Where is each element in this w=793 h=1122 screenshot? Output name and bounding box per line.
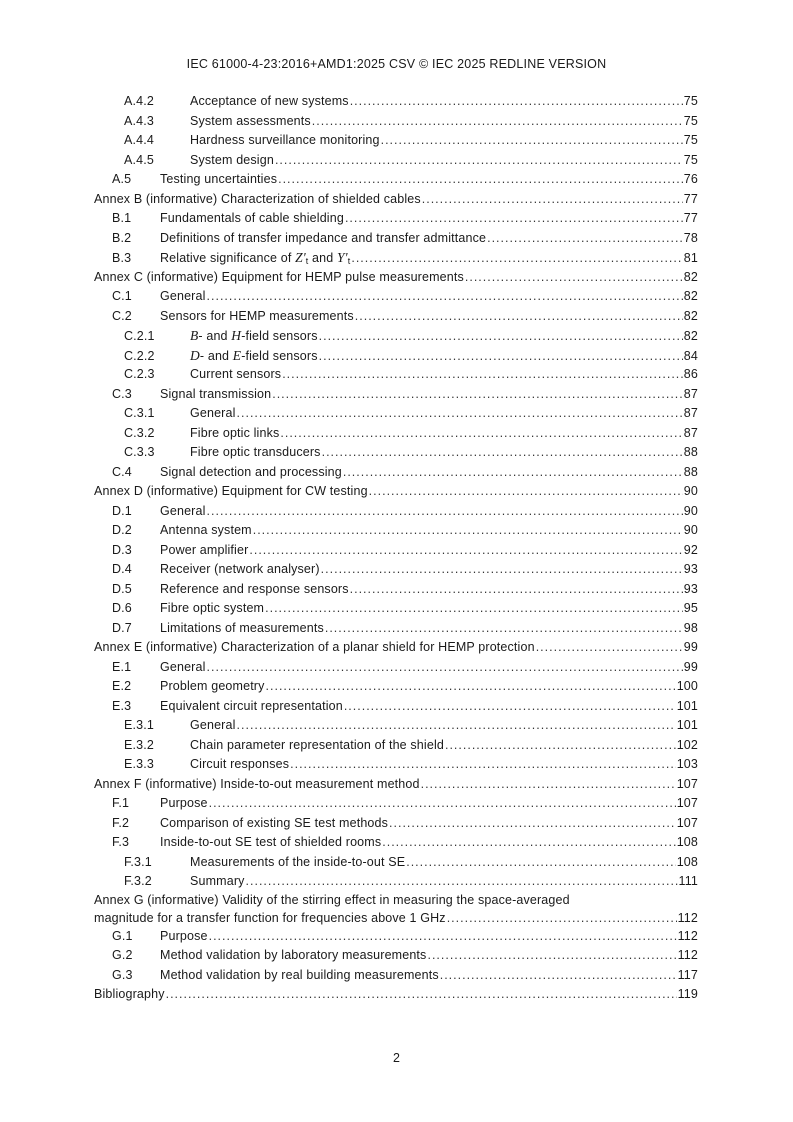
toc-entry[interactable]	[94, 346, 698, 366]
toc-entry[interactable]	[94, 716, 698, 736]
toc-entry-title-continued: magnitude for a transfer function for frequencies above 1 GHz	[94, 910, 446, 925]
toc-entry[interactable]	[94, 599, 698, 619]
toc-entry-number: C.3	[112, 386, 132, 401]
toc-entry[interactable]	[94, 619, 698, 639]
toc-entry-title: Measurements of the inside-to-out SE	[190, 854, 406, 869]
toc-leader-dots	[207, 287, 683, 307]
toc-entry-page: 77	[683, 211, 698, 225]
toc-entry-page: 82	[683, 289, 698, 303]
toc-entry-number: A.4.5	[124, 152, 154, 167]
toc-entry-title: Annex B (informative) Characterization of shielded cables	[94, 191, 421, 206]
toc-entry-page: 93	[683, 581, 698, 596]
toc-entry-number: B.2	[112, 230, 132, 245]
toc-entry-number: C.3.2	[124, 425, 155, 440]
toc-entry-page: 77	[683, 191, 698, 206]
toc-entry-title: General	[160, 503, 206, 518]
toc-entry-page: 81	[683, 251, 698, 265]
toc-entry[interactable]	[94, 521, 698, 541]
toc-entry-title: Purpose	[160, 928, 208, 943]
toc-entry-page: 75	[683, 133, 698, 147]
toc-leader-dots	[319, 347, 683, 367]
toc-entry-title: Method validation by laboratory measurements	[160, 948, 427, 962]
toc-leader-dots	[321, 560, 683, 580]
toc-entry-number: E.3.2	[124, 737, 154, 752]
toc-leader-dots	[166, 985, 677, 1005]
toc-entry-number: A.5	[112, 172, 132, 186]
toc-leader-dots	[447, 909, 677, 927]
toc-entry[interactable]	[94, 541, 698, 561]
toc-entry[interactable]	[94, 443, 698, 463]
toc-entry-title: Purpose	[160, 796, 208, 810]
toc-entry-page: 112	[677, 910, 698, 925]
toc-entry-number: D.1	[112, 503, 132, 518]
toc-entry-title: Annex D (informative) Equipment for CW testing	[94, 484, 368, 498]
toc-entry-title: Definitions of transfer impedance and transfer admittance	[160, 230, 487, 245]
toc-entry-page: 90	[683, 484, 698, 498]
toc-entry[interactable]	[94, 112, 698, 132]
toc-entry-number: C.1	[112, 289, 132, 303]
toc-entry-page: 107	[676, 776, 698, 791]
toc-entry-title: Problem geometry	[160, 679, 265, 693]
toc-entry[interactable]	[94, 927, 698, 947]
toc-entry-title: General	[160, 289, 206, 303]
toc-leader-dots	[389, 814, 676, 834]
toc-entry-page: 100	[676, 679, 698, 693]
toc-entry-title: Annex E (informative) Characterization of a planar shield for HEMP protection	[94, 640, 535, 654]
toc-entry[interactable]	[94, 424, 698, 444]
toc-entry-title: Testing uncertainties	[160, 172, 278, 186]
toc-leader-dots	[207, 502, 683, 522]
toc-entry-number: A.4.3	[124, 113, 154, 128]
toc-entry-title: Acceptance of new systems	[190, 94, 349, 108]
toc-entry-title: Circuit responses	[190, 757, 290, 771]
page-header: IEC 61000-4-23:2016+AMD1:2025 CSV © IEC 2025 REDLINE VERSION	[186, 57, 607, 71]
toc-entry[interactable]	[94, 385, 698, 405]
toc-leader-dots	[253, 521, 683, 541]
toc-entry-number: B.1	[112, 211, 132, 225]
toc-entry-page: 107	[676, 796, 698, 810]
toc-leader-dots	[278, 170, 683, 190]
toc-entry-title: Antenna system	[160, 523, 252, 537]
page-number: 2	[393, 1051, 400, 1065]
toc-entry-title: B- and H-field sensors	[190, 328, 318, 343]
toc-entry-number: E.3.3	[124, 757, 154, 771]
toc-entry-page: 82	[683, 308, 698, 323]
toc-leader-dots	[344, 697, 676, 717]
toc-entry[interactable]	[94, 736, 698, 756]
toc-entry-page: 75	[683, 113, 698, 128]
toc-entry-number: A.4.2	[124, 94, 154, 108]
toc-entry[interactable]	[94, 755, 698, 775]
toc-entry-title: Chain parameter representation of the shield	[190, 737, 444, 752]
toc-entry-number: F.1	[112, 796, 130, 810]
toc-entry-number: E.1	[112, 659, 132, 674]
toc-entry[interactable]	[94, 502, 698, 522]
toc-leader-dots	[440, 966, 677, 986]
toc-entry[interactable]	[94, 326, 698, 346]
toc-entry-page: 101	[676, 698, 698, 713]
toc-leader-dots	[343, 463, 683, 483]
toc-entry-title: Comparison of existing SE test methods	[160, 815, 389, 830]
toc-annex-entry[interactable]	[94, 892, 698, 927]
toc-entry-number: F.3	[112, 835, 130, 849]
toc-entry-page: 111	[678, 874, 698, 888]
toc-entry-page: 112	[677, 948, 698, 962]
toc-entry[interactable]	[94, 872, 698, 892]
toc-entry-number: C.2.2	[124, 348, 155, 363]
toc-entry-title: General	[190, 406, 236, 420]
toc-entry-page: 93	[683, 562, 698, 576]
toc-entry[interactable]	[94, 287, 698, 307]
toc-entry-page: 101	[676, 718, 698, 732]
toc-entry-number: C.3.3	[124, 445, 155, 459]
toc-leader-dots	[406, 853, 675, 873]
toc-entry-number: D.6	[112, 601, 132, 615]
toc-leader-dots	[249, 541, 682, 561]
toc-entry-number: D.3	[112, 542, 132, 557]
toc-entry-title: Fibre optic system	[160, 601, 265, 615]
toc-annex-entry[interactable]	[94, 638, 698, 658]
toc-entry-page: 90	[683, 523, 698, 537]
toc-entry-title: Bibliography	[94, 987, 165, 1001]
toc-entry-title: Annex F (informative) Inside-to-out measurement method	[94, 776, 420, 791]
toc-entry-number: C.2	[112, 308, 132, 323]
toc-leader-dots	[325, 619, 683, 639]
table-of-contents	[94, 92, 698, 1005]
toc-leader-dots	[355, 307, 683, 327]
toc-leader-dots	[487, 229, 683, 249]
toc-entry-page: 87	[683, 425, 698, 440]
toc-entry-number: C.2.3	[124, 367, 155, 381]
toc-entry[interactable]	[94, 814, 698, 834]
toc-entry-title: Equivalent circuit representation	[160, 698, 343, 713]
toc-leader-dots	[382, 833, 675, 853]
toc-entry[interactable]	[94, 658, 698, 678]
toc-entry-page: 82	[683, 329, 698, 343]
toc-entry-page: 87	[683, 406, 698, 420]
toc-entry-title: Signal detection and processing	[160, 464, 342, 479]
toc-entry[interactable]	[94, 170, 698, 190]
toc-leader-dots	[237, 716, 676, 736]
toc-entry[interactable]	[94, 307, 698, 327]
toc-leader-dots	[290, 755, 676, 775]
toc-leader-dots	[322, 443, 683, 463]
toc-entry-title: Hardness surveillance monitoring	[190, 133, 380, 147]
toc-entry-page: 98	[683, 620, 698, 635]
toc-entry-title: System design	[190, 152, 274, 167]
toc-entry-title: Current sensors	[190, 367, 282, 381]
toc-leader-dots	[319, 327, 683, 347]
toc-entry-number: E.3	[112, 698, 132, 713]
toc-entry-page: 112	[677, 928, 698, 943]
toc-entry-title: Inside-to-out SE test of shielded rooms	[160, 835, 382, 849]
toc-entry[interactable]	[94, 697, 698, 717]
toc-entry-number: C.3.1	[124, 406, 155, 420]
toc-entry-page: 82	[683, 269, 698, 284]
toc-leader-dots	[272, 385, 683, 405]
toc-leader-dots	[275, 151, 683, 171]
toc-entry-title: Signal transmission	[160, 386, 272, 401]
toc-entry-title: Receiver (network analyser)	[160, 562, 320, 576]
toc-entry-page: 75	[683, 152, 698, 167]
toc-entry[interactable]	[94, 966, 698, 986]
toc-entry[interactable]	[94, 248, 698, 268]
toc-leader-dots	[421, 775, 676, 795]
toc-annex-entry[interactable]	[94, 190, 698, 210]
toc-entry-number: C.4	[112, 464, 132, 479]
toc-entry-title: Fibre optic transducers	[190, 445, 321, 459]
toc-entry-page: 117	[677, 967, 698, 982]
toc-leader-dots	[345, 209, 683, 229]
toc-entry[interactable]	[94, 131, 698, 151]
toc-entry[interactable]	[94, 365, 698, 385]
toc-leader-dots	[209, 927, 677, 947]
toc-entry-title: General	[190, 718, 236, 732]
toc-entry-title: Reference and response sensors	[160, 581, 349, 596]
toc-entry-page: 119	[677, 987, 698, 1001]
toc-entry-number: G.1	[112, 928, 133, 943]
toc-entry-title: System assessments	[190, 113, 311, 128]
toc-entry[interactable]	[94, 560, 698, 580]
toc-entry-number: C.2.1	[124, 329, 155, 343]
toc-leader-dots	[465, 268, 683, 288]
toc-entry[interactable]	[94, 833, 698, 853]
toc-entry[interactable]	[94, 229, 698, 249]
toc-entry-number: D.5	[112, 581, 132, 596]
toc-leader-dots	[246, 872, 678, 892]
toc-entry-number: F.2	[112, 815, 130, 830]
toc-annex-entry[interactable]	[94, 268, 698, 288]
toc-entry-page: 99	[683, 659, 698, 674]
toc-leader-dots	[381, 131, 683, 151]
toc-entry-title: Summary	[190, 874, 245, 888]
toc-annex-entry[interactable]	[94, 985, 698, 1005]
toc-leader-dots	[422, 190, 683, 210]
toc-entry-title: Fundamentals of cable shielding	[160, 211, 344, 225]
toc-entry-page: 95	[683, 601, 698, 615]
toc-leader-dots	[280, 424, 682, 444]
toc-entry-title: D- and E-field sensors	[190, 347, 318, 363]
toc-entry-page: 108	[676, 835, 698, 849]
toc-entry-page: 99	[683, 640, 698, 654]
toc-entry-title: Sensors for HEMP measurements	[160, 308, 354, 323]
toc-entry-page: 76	[683, 172, 698, 186]
toc-leader-dots	[536, 638, 683, 658]
toc-leader-dots	[350, 580, 683, 600]
toc-leader-dots	[282, 365, 683, 385]
toc-entry-page: 75	[683, 94, 698, 108]
toc-leader-dots	[351, 249, 682, 269]
toc-entry[interactable]	[94, 209, 698, 229]
toc-entry-title: Fibre optic links	[190, 425, 280, 440]
toc-entry-page: 78	[683, 230, 698, 245]
toc-entry-page: 107	[676, 815, 698, 830]
toc-annex-entry[interactable]	[94, 775, 698, 795]
toc-entry-number: F.3.2	[124, 874, 152, 888]
toc-entry-title: General	[160, 659, 206, 674]
toc-entry-number: D.4	[112, 562, 132, 576]
toc-entry-page: 103	[676, 757, 698, 771]
toc-annex-entry[interactable]	[94, 482, 698, 502]
toc-entry[interactable]	[94, 463, 698, 483]
toc-entry-title: Power amplifier	[160, 542, 249, 557]
toc-entry[interactable]	[94, 794, 698, 814]
toc-entry-number: D.7	[112, 620, 132, 635]
toc-entry-page: 92	[683, 542, 698, 557]
toc-entry-number: E.3.1	[124, 718, 154, 732]
toc-leader-dots	[265, 599, 683, 619]
toc-entry-page: 88	[683, 464, 698, 479]
toc-entry-number: A.4.4	[124, 133, 154, 147]
toc-leader-dots	[237, 404, 683, 424]
toc-entry-title: Method validation by real building measurements	[160, 967, 439, 982]
toc-entry-title: Annex C (informative) Equipment for HEMP pulse measurements	[94, 269, 464, 284]
toc-entry[interactable]	[94, 92, 698, 112]
toc-entry-number: G.2	[112, 948, 133, 962]
toc-entry[interactable]	[94, 151, 698, 171]
toc-entry-number: F.3.1	[124, 854, 152, 869]
toc-entry-title: Limitations of measurements	[160, 620, 324, 635]
toc-entry[interactable]	[94, 853, 698, 873]
toc-entry-page: 102	[676, 737, 698, 752]
toc-entry-number: G.3	[112, 967, 133, 982]
toc-entry-number: D.2	[112, 523, 132, 537]
toc-entry[interactable]	[94, 946, 698, 966]
toc-entry-title: Annex G (informative) Validity of the stirring effect in measuring the space-averaged	[94, 892, 570, 907]
toc-entry-page: 87	[683, 386, 698, 401]
toc-leader-dots	[207, 658, 683, 678]
toc-entry-page: 88	[683, 445, 698, 459]
toc-entry-page: 90	[683, 503, 698, 518]
toc-leader-dots	[266, 677, 676, 697]
toc-entry-page: 84	[683, 348, 698, 363]
toc-leader-dots	[350, 92, 683, 112]
toc-entry-page: 86	[683, 367, 698, 381]
toc-entry-number: E.2	[112, 679, 132, 693]
toc-entry-title: Relative significance of $Z'_t$ and $Y'_t$	[160, 250, 351, 266]
toc-entry-number: B.3	[112, 251, 132, 265]
toc-leader-dots	[312, 112, 683, 132]
toc-entry-page: 108	[676, 854, 698, 869]
toc-entry[interactable]	[94, 677, 698, 697]
toc-leader-dots	[427, 946, 676, 966]
toc-entry[interactable]	[94, 580, 698, 600]
toc-leader-dots	[445, 736, 676, 756]
toc-leader-dots	[369, 482, 683, 502]
toc-entry[interactable]	[94, 404, 698, 424]
toc-leader-dots	[209, 794, 676, 814]
